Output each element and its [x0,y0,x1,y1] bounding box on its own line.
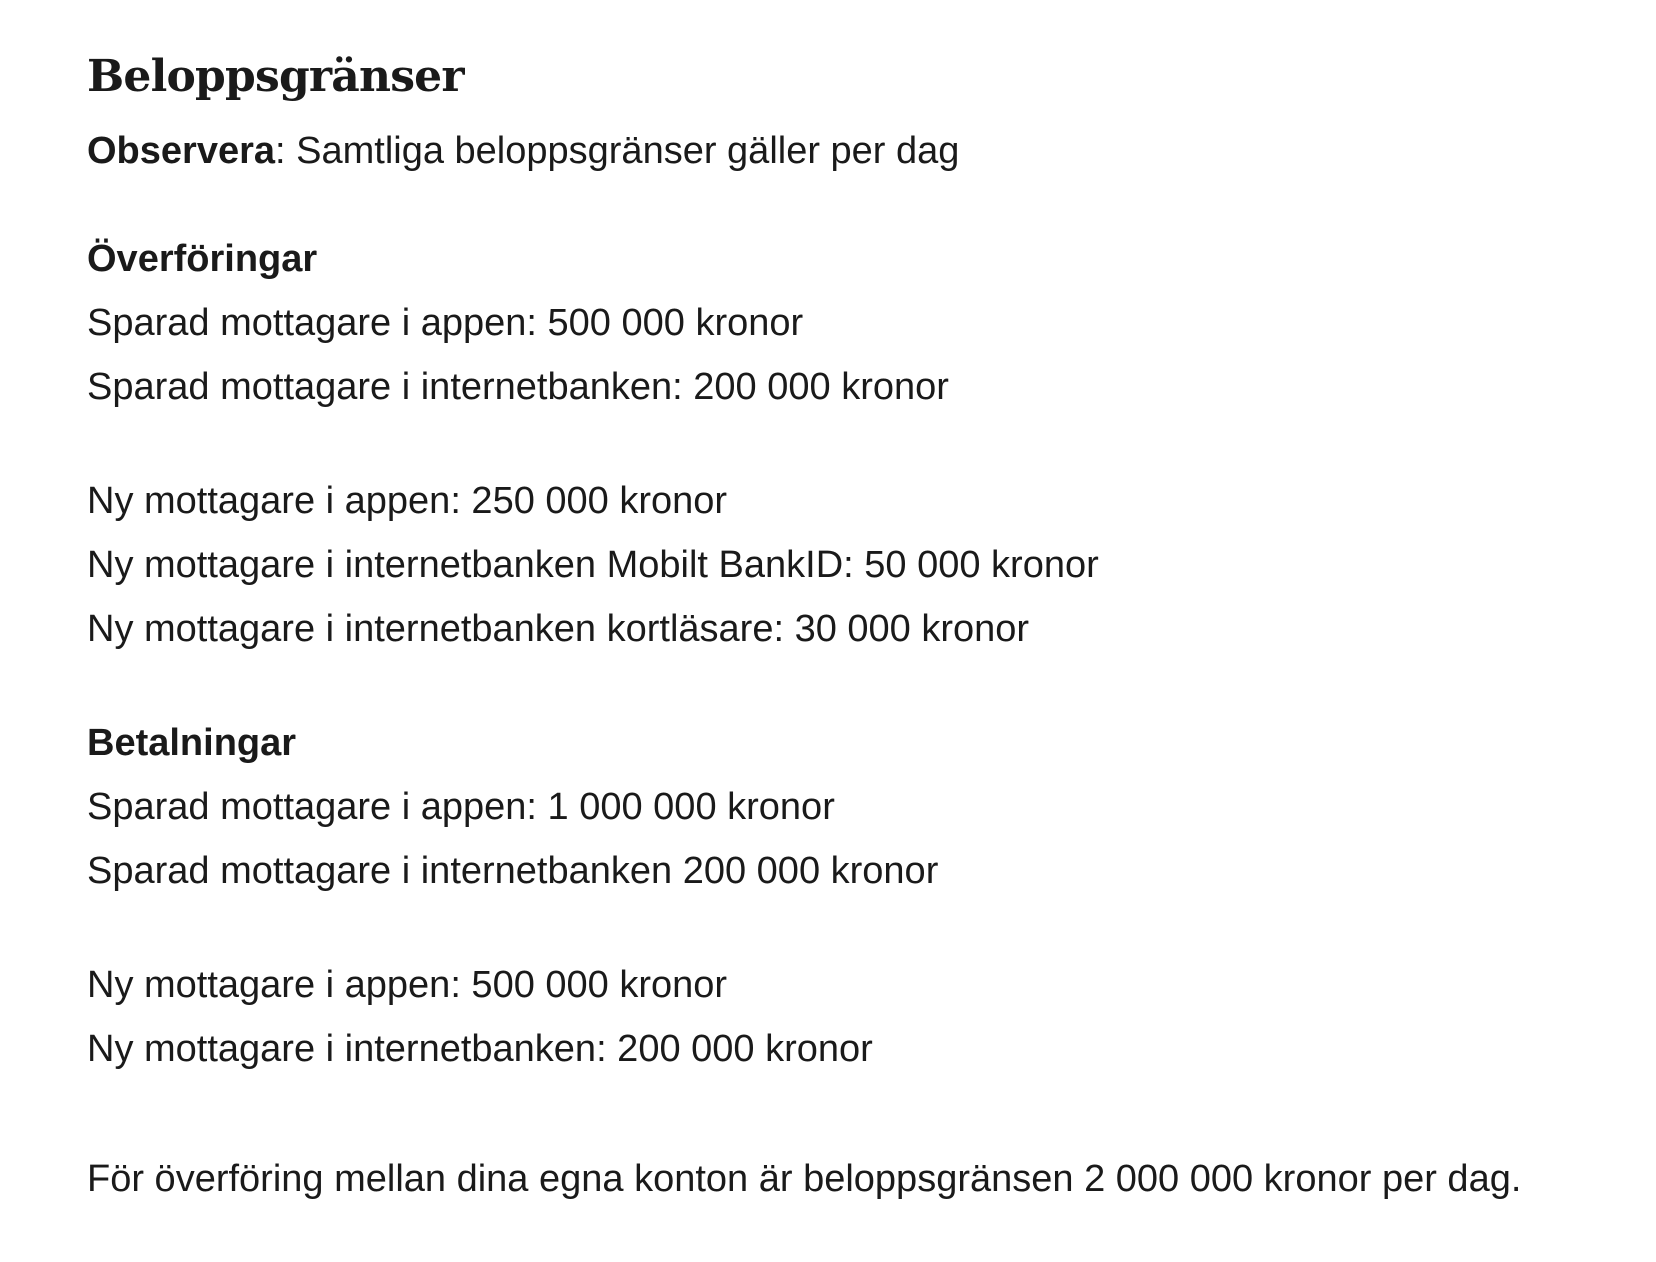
transfers-new-internet-cardreader: Ny mottagare i internetbanken kortläsare: 30 000 kronor [87,608,1030,650]
payments-heading: Betalningar [87,722,297,764]
page-title: Beloppsgränser [87,51,464,102]
note-label: Observera [87,130,276,172]
payments-saved-app: Sparad mottagare i appen: 1 000 000 kronor [87,786,835,828]
note-line [87,124,959,178]
transfers-saved-internet: Sparad mottagare i internetbanken: 200 000 kronor [87,366,949,408]
payments-saved-internet: Sparad mottagare i internetbanken 200 000 kronor [87,850,939,892]
note-text: : Samtliga beloppsgränser gäller per dag [275,130,960,172]
transfers-new-app: Ny mottagare i appen: 250 000 kronor [87,480,728,522]
own-accounts-limit: För överföring mellan dina egna konton är beloppsgränsen 2 000 000 kronor per dag. [87,1158,1522,1200]
transfers-saved-app: Sparad mottagare i appen: 500 000 kronor [87,302,804,344]
payments-new-app: Ny mottagare i appen: 500 000 kronor [87,964,728,1006]
payments-new-internet: Ny mottagare i internetbanken: 200 000 kronor [87,1028,873,1070]
transfers-new-internet-bankid: Ny mottagare i internetbanken Mobilt BankID: 50 000 kronor [87,544,1099,586]
transfers-heading: Överföringar [87,238,318,280]
